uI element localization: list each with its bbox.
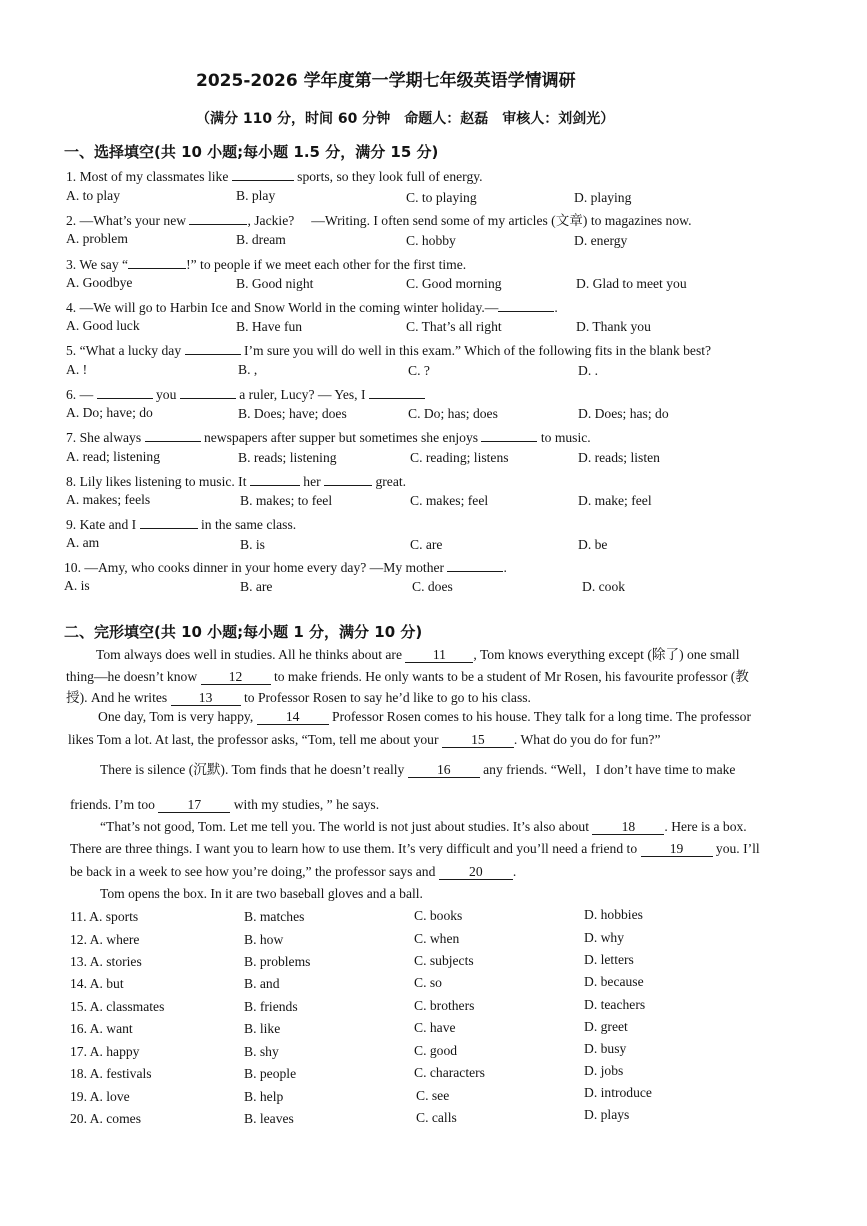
- stem-text: 1. Most of my classmates like: [66, 169, 229, 184]
- cloze-option: 18. A. festivals: [70, 1066, 152, 1081]
- cloze-option: D. teachers: [584, 997, 646, 1012]
- answer-blank: [140, 514, 198, 529]
- question-stem: [64, 557, 507, 576]
- stem-text: 5. “What a lucky day: [66, 343, 182, 358]
- stem-text: 9. Kate and I: [66, 517, 137, 532]
- cloze-option: 17. A. happy: [70, 1044, 140, 1059]
- page-subtitle: （满分 110 分，时间 60 分钟 命题人：赵磊 审核人：刘剑光）: [196, 111, 615, 127]
- stem-text: sports, so they look full of energy.: [297, 169, 483, 184]
- option: C. are: [410, 537, 443, 552]
- cloze-option: 13. A. stories: [70, 954, 142, 969]
- stem-text: 7. She always: [66, 430, 142, 445]
- cloze-option: D. letters: [584, 952, 634, 967]
- cloze-option: C. brothers: [414, 998, 475, 1013]
- option: A. makes; feels: [66, 492, 151, 507]
- option: C. hobby: [406, 233, 456, 248]
- option: A. problem: [66, 231, 128, 246]
- question-stem: [66, 514, 296, 533]
- passage-text: thing—he doesn’t know: [66, 669, 201, 684]
- cloze-option: 19. A. love: [70, 1089, 130, 1104]
- option: A. read; listening: [66, 449, 161, 464]
- stem-text: .: [503, 560, 507, 575]
- answer-blank: [97, 384, 153, 399]
- option: C. ?: [408, 363, 430, 378]
- option: C. That’s all right: [406, 319, 502, 334]
- answer-blank: [324, 471, 372, 486]
- passage-text: with my studies, ” he says.: [230, 797, 380, 812]
- option: A. am: [66, 535, 100, 550]
- cloze-option: C. when: [414, 931, 460, 946]
- cloze-option: 20. A. comes: [70, 1111, 141, 1126]
- section1-heading: 一、选择填空(共 10 小题;每小题 1.5 分，满分 15 分): [64, 143, 439, 161]
- option: B. ,: [238, 362, 258, 377]
- stem-text: you: [156, 387, 177, 402]
- option: D. Thank you: [576, 319, 651, 334]
- passage-text: be back in a week to see how you’re doing,” the professor says and: [70, 864, 439, 879]
- option: B. Does; have; does: [238, 406, 347, 421]
- answer-blank: [185, 340, 241, 355]
- option: C. does: [412, 579, 453, 594]
- option: A. Goodbye: [66, 275, 133, 290]
- option: B. are: [240, 579, 273, 594]
- cloze-option: B. matches: [244, 909, 305, 924]
- option: D. Glad to meet you: [576, 276, 687, 291]
- option: D. cook: [582, 579, 626, 594]
- cloze-option: C. characters: [414, 1065, 485, 1080]
- passage-text: , Tom knows everything except (除了) one small: [473, 647, 740, 662]
- cloze-blank: 15: [442, 733, 514, 748]
- passage-line: [100, 819, 747, 835]
- passage-line: [70, 841, 760, 857]
- cloze-blank: 18: [592, 820, 664, 835]
- cloze-option: B. help: [244, 1089, 284, 1104]
- option: C. Good morning: [406, 276, 502, 291]
- cloze-option: 16. A. want: [70, 1021, 133, 1036]
- question-stem: [66, 427, 591, 446]
- question-stem: [66, 384, 425, 403]
- passage-text: you. I’ll: [712, 841, 760, 856]
- answer-blank: [369, 384, 425, 399]
- cloze-blank: 20: [439, 865, 513, 880]
- cloze-option: C. good: [414, 1043, 458, 1058]
- answer-blank: [128, 254, 186, 269]
- cloze-option: B. problems: [244, 954, 311, 969]
- answer-blank: [145, 427, 201, 442]
- passage-text: Tom opens the box. In it are two baseball gloves and a ball.: [100, 886, 423, 901]
- cloze-option: 15. A. classmates: [70, 999, 165, 1014]
- stem-text: her: [303, 474, 321, 489]
- stem-text: .: [554, 300, 558, 315]
- question-stem: [66, 297, 558, 316]
- cloze-option: B. shy: [244, 1044, 279, 1059]
- option: D. Does; has; do: [578, 406, 669, 421]
- cloze-blank: 14: [257, 710, 329, 725]
- passage-text: Professor Rosen comes to his house. They talk for a long time. The professor: [328, 709, 751, 724]
- cloze-option: D. why: [584, 930, 625, 945]
- passage-text: There are three things. I want you to learn how to use them. It’s very difficult and you’ll need a friend to: [70, 841, 641, 856]
- passage-line: [70, 864, 516, 880]
- option: D. .: [578, 363, 599, 378]
- cloze-blank: 19: [641, 842, 713, 857]
- option: D. energy: [574, 233, 628, 248]
- option: B. makes; to feel: [240, 493, 333, 508]
- stem-text: newspapers after supper but sometimes she enjoys: [203, 430, 479, 445]
- stem-text: to music.: [540, 430, 591, 445]
- passage-line: [68, 732, 661, 748]
- option: C. reading; listens: [410, 450, 509, 465]
- stem-text: !” to people if we meet each other for the first time.: [186, 257, 467, 272]
- passage-line: [66, 665, 749, 685]
- question-stem: [66, 340, 711, 359]
- cloze-option: C. see: [416, 1088, 450, 1103]
- option: D. playing: [574, 190, 632, 205]
- cloze-blank: 17: [158, 798, 230, 813]
- passage-text: .: [512, 864, 517, 879]
- stem-text: 6. —: [66, 387, 94, 402]
- option: C. Do; has; does: [408, 406, 498, 421]
- option: C. to playing: [406, 190, 477, 205]
- stem-text: in the same class.: [201, 517, 297, 532]
- passage-text: 授). And he writes: [66, 690, 171, 705]
- passage-text: One day, Tom is very happy,: [98, 709, 257, 724]
- option: B. reads; listening: [238, 450, 337, 465]
- passage-text: Tom always does well in studies. All he thinks about are: [96, 647, 406, 662]
- stem-text: 10. —Amy, who cooks dinner in your home every day? —My mother: [64, 560, 445, 575]
- answer-blank: [232, 166, 294, 181]
- section2-heading: 二、完形填空(共 10 小题;每小题 1 分，满分 10 分): [64, 623, 423, 641]
- cloze-option: B. people: [244, 1066, 297, 1081]
- cloze-option: C. subjects: [414, 953, 474, 968]
- cloze-option: B. leaves: [244, 1111, 294, 1126]
- cloze-option: 14. A. but: [70, 976, 124, 991]
- stem-text: 2. —What’s your new: [66, 213, 187, 228]
- cloze-option: 11. A. sports: [70, 909, 139, 924]
- passage-text: . What do you do for fun?”: [513, 732, 661, 747]
- passage-text: to make friends. He only wants to be a student of Mr Rosen, his favourite professor (教: [270, 669, 749, 684]
- answer-blank: [189, 210, 247, 225]
- option: A. !: [66, 362, 88, 377]
- passage-line: [66, 686, 531, 706]
- cloze-blank: 12: [201, 670, 271, 685]
- option: C. makes; feel: [410, 493, 489, 508]
- question-stem: [66, 471, 406, 490]
- option: B. play: [236, 188, 276, 203]
- cloze-option: D. jobs: [584, 1063, 624, 1078]
- option: B. is: [240, 537, 265, 552]
- question-stem: [66, 209, 692, 229]
- passage-text: “That’s not good, Tom. Let me tell you. The world is not just about studies. It’s also about: [100, 819, 593, 834]
- option: D. make; feel: [578, 493, 652, 508]
- stem-text: , Jackie? —Writing. I often send some of my articles (文章) to magazines now.: [247, 213, 692, 228]
- answer-blank: [180, 384, 236, 399]
- stem-text: great.: [375, 474, 407, 489]
- cloze-blank: 13: [171, 691, 241, 706]
- answer-blank: [481, 427, 537, 442]
- passage-text: . Here is a box.: [664, 819, 747, 834]
- page-title: 2025-2026 学年度第一学期七年级英语学情调研: [196, 71, 576, 91]
- cloze-option: C. so: [414, 975, 442, 990]
- passage-line: [100, 886, 423, 902]
- option: A. is: [64, 578, 90, 593]
- stem-text: 3. We say “: [66, 257, 129, 272]
- cloze-option: 12. A. where: [70, 932, 140, 947]
- cloze-option: D. introduce: [584, 1085, 652, 1100]
- answer-blank: [498, 297, 554, 312]
- option: A. Good luck: [66, 318, 140, 333]
- cloze-option: C. calls: [416, 1110, 457, 1125]
- cloze-option: D. because: [584, 974, 644, 989]
- passage-line: [98, 709, 751, 725]
- passage-line: [100, 758, 735, 778]
- option: B. Have fun: [236, 319, 303, 334]
- passage-text: There is silence (沉默). Tom finds that he doesn’t really: [100, 762, 408, 777]
- answer-blank: [250, 471, 300, 486]
- cloze-option: B. and: [244, 976, 280, 991]
- cloze-option: C. books: [414, 908, 463, 923]
- passage-text: friends. I’m too: [70, 797, 159, 812]
- answer-blank: [447, 557, 503, 572]
- stem-text: a ruler, Lucy? — Yes, I: [239, 387, 366, 402]
- option: B. Good night: [236, 276, 314, 291]
- stem-text: I’m sure you will do well in this exam.” Which of the following fits in the blank best?: [243, 343, 712, 358]
- option: A. Do; have; do: [66, 405, 153, 420]
- cloze-blank: 16: [408, 763, 480, 778]
- cloze-option: D. plays: [584, 1107, 630, 1122]
- cloze-option: B. like: [244, 1021, 281, 1036]
- option: D. reads; listen: [578, 450, 660, 465]
- cloze-option: C. have: [414, 1020, 456, 1035]
- passage-line: [70, 797, 379, 813]
- stem-text: 4. —We will go to Harbin Ice and Snow World in the coming winter holiday.—: [66, 300, 499, 315]
- cloze-option: B. friends: [244, 999, 298, 1014]
- option: B. dream: [236, 232, 286, 247]
- question-stem: [66, 166, 483, 185]
- passage-text: likes Tom a lot. At last, the professor asks, “Tom, tell me about your: [68, 732, 442, 747]
- cloze-option: B. how: [244, 932, 284, 947]
- option: A. to play: [66, 188, 120, 203]
- cloze-option: D. greet: [584, 1019, 628, 1034]
- cloze-blank: 11: [405, 648, 473, 663]
- cloze-option: D. busy: [584, 1041, 627, 1056]
- stem-text: 8. Lily likes listening to music. It: [66, 474, 247, 489]
- cloze-option: D. hobbies: [584, 907, 643, 922]
- passage-line: [96, 643, 739, 663]
- option: D. be: [578, 537, 608, 552]
- question-stem: [66, 254, 466, 273]
- passage-text: to Professor Rosen to say he’d like to go to his class.: [240, 690, 531, 705]
- passage-text: any friends. “Well，I don’t have time to make: [479, 762, 736, 777]
